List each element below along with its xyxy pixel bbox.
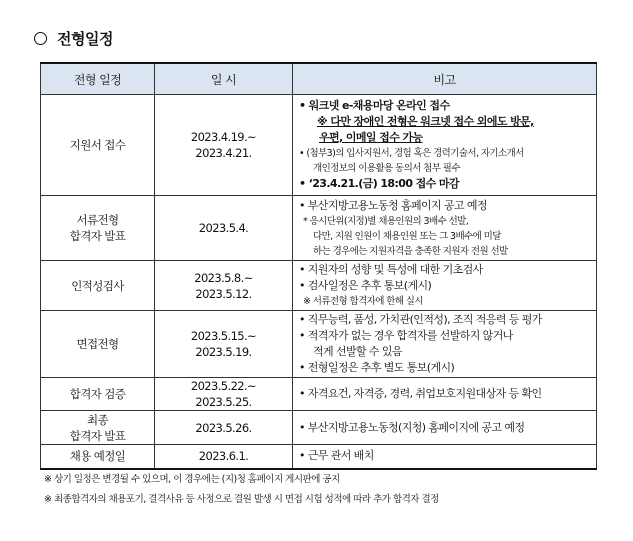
- note-line: • 근무 관서 배치: [299, 449, 374, 463]
- notes-cell: [293, 95, 597, 196]
- footnotes: [44, 470, 439, 510]
- notes-cell: [293, 411, 597, 445]
- footnote: ※ 최종합격자의 채용포기, 결격사유 등 사정으로 결원 발생 시 면접 시험 성적에 따라 추가 합격자 결정: [44, 494, 439, 505]
- date-cell: 2023.5.15.~ 2023.5.19.: [155, 311, 293, 378]
- table-header-row: [41, 63, 597, 95]
- note-line: 우편, 이메일 접수 가능: [319, 131, 423, 144]
- date-cell: 2023.4.19.~ 2023.4.21.: [155, 95, 293, 196]
- table-row: [41, 445, 597, 469]
- section-title-text: 전형일정: [57, 30, 113, 48]
- date-cell: 2023.5.4.: [155, 196, 293, 261]
- note-line: • (첨부3)의 입사지원서, 경험 혹은 경력기술서, 자기소개서: [299, 148, 524, 159]
- date-cell: 2023.6.1.: [155, 445, 293, 469]
- date-cell: 2023.5.22.~ 2023.5.25.: [155, 378, 293, 411]
- header-date: 일 시: [155, 63, 293, 95]
- table-row: [41, 261, 597, 311]
- note-line: • 부산지방고용노동청 홈페이지 공고 예정: [299, 198, 487, 212]
- notes-cell: [293, 445, 597, 469]
- stage-cell: 인적성검사: [41, 261, 155, 311]
- date-cell: 2023.5.8.~ 2023.5.12.: [155, 261, 293, 311]
- stage-cell: 서류전형 합격자 발표: [41, 196, 155, 261]
- date-cell: 2023.5.26.: [155, 411, 293, 445]
- table-row: [41, 196, 597, 261]
- note-line: • 워크넷 e-채용마당 온라인 접수: [299, 99, 450, 112]
- stage-cell: 최종 합격자 발표: [41, 411, 155, 445]
- table-row: [41, 411, 597, 445]
- stage-cell: 지원서 접수: [41, 95, 155, 196]
- table-row: [41, 95, 597, 196]
- note-line: 다만, 지원 인원이 채용인원 또는 그 3배수에 미달: [313, 230, 501, 242]
- stage-cell: 면접전형: [41, 311, 155, 378]
- note-line: • 직무능력, 품성, 가치관(인적성), 조직 적응력 등 평가: [299, 313, 542, 326]
- note-line: • 전형일정은 추후 별도 통보(게시): [299, 361, 455, 374]
- note-line: 하는 경우에는 지원자격을 충족한 지원자 전원 선발: [313, 245, 508, 257]
- stage-cell: 합격자 검증: [41, 378, 155, 411]
- table-row: [41, 311, 597, 378]
- note-line: * 응시단위(지정)별 채용인원의 3배수 선발,: [303, 215, 469, 227]
- notes-cell: [293, 196, 597, 261]
- note-line: 적게 선발할 수 있음: [313, 345, 402, 358]
- note-line: • 자격요건, 자격증, 경력, 취업보호지원대상자 등 확인: [299, 387, 542, 400]
- circle-bullet-icon: [34, 32, 47, 45]
- note-line: • 검사일정은 추후 통보(게시): [299, 279, 432, 292]
- note-line: ※ 서류전형 합격자에 한해 실시: [303, 296, 423, 307]
- notes-cell: [293, 311, 597, 378]
- footnote: ※ 상기 일정은 변경될 수 있으며, 이 경우에는 (지)청 홈페이지 게시판에 공지: [44, 474, 340, 485]
- notes-cell: [293, 378, 597, 411]
- table-row: [41, 378, 597, 411]
- header-stage: 전형 일정: [41, 63, 155, 95]
- stage-cell: 채용 예정일: [41, 445, 155, 469]
- header-notes: 비고: [293, 63, 597, 95]
- section-title: [34, 28, 113, 49]
- note-line: • ‘23.4.21.(금) 18:00 접수 마감: [299, 177, 459, 190]
- notes-cell: [293, 261, 597, 311]
- note-line: • 지원자의 성향 및 특성에 대한 기초검사: [299, 263, 483, 276]
- note-line: • 부산지방고용노동청(지청) 홈페이지에 공고 예정: [299, 420, 525, 434]
- note-line: 개인정보의 이용활용 동의서 첨부 필수: [313, 163, 460, 174]
- schedule-table: [40, 62, 597, 470]
- note-line: ※ 다만 장애인 전형은 워크넷 접수 외에도 방문,: [317, 115, 534, 128]
- note-line: • 적격자가 없는 경우 합격자를 선발하지 않거나: [299, 329, 513, 342]
